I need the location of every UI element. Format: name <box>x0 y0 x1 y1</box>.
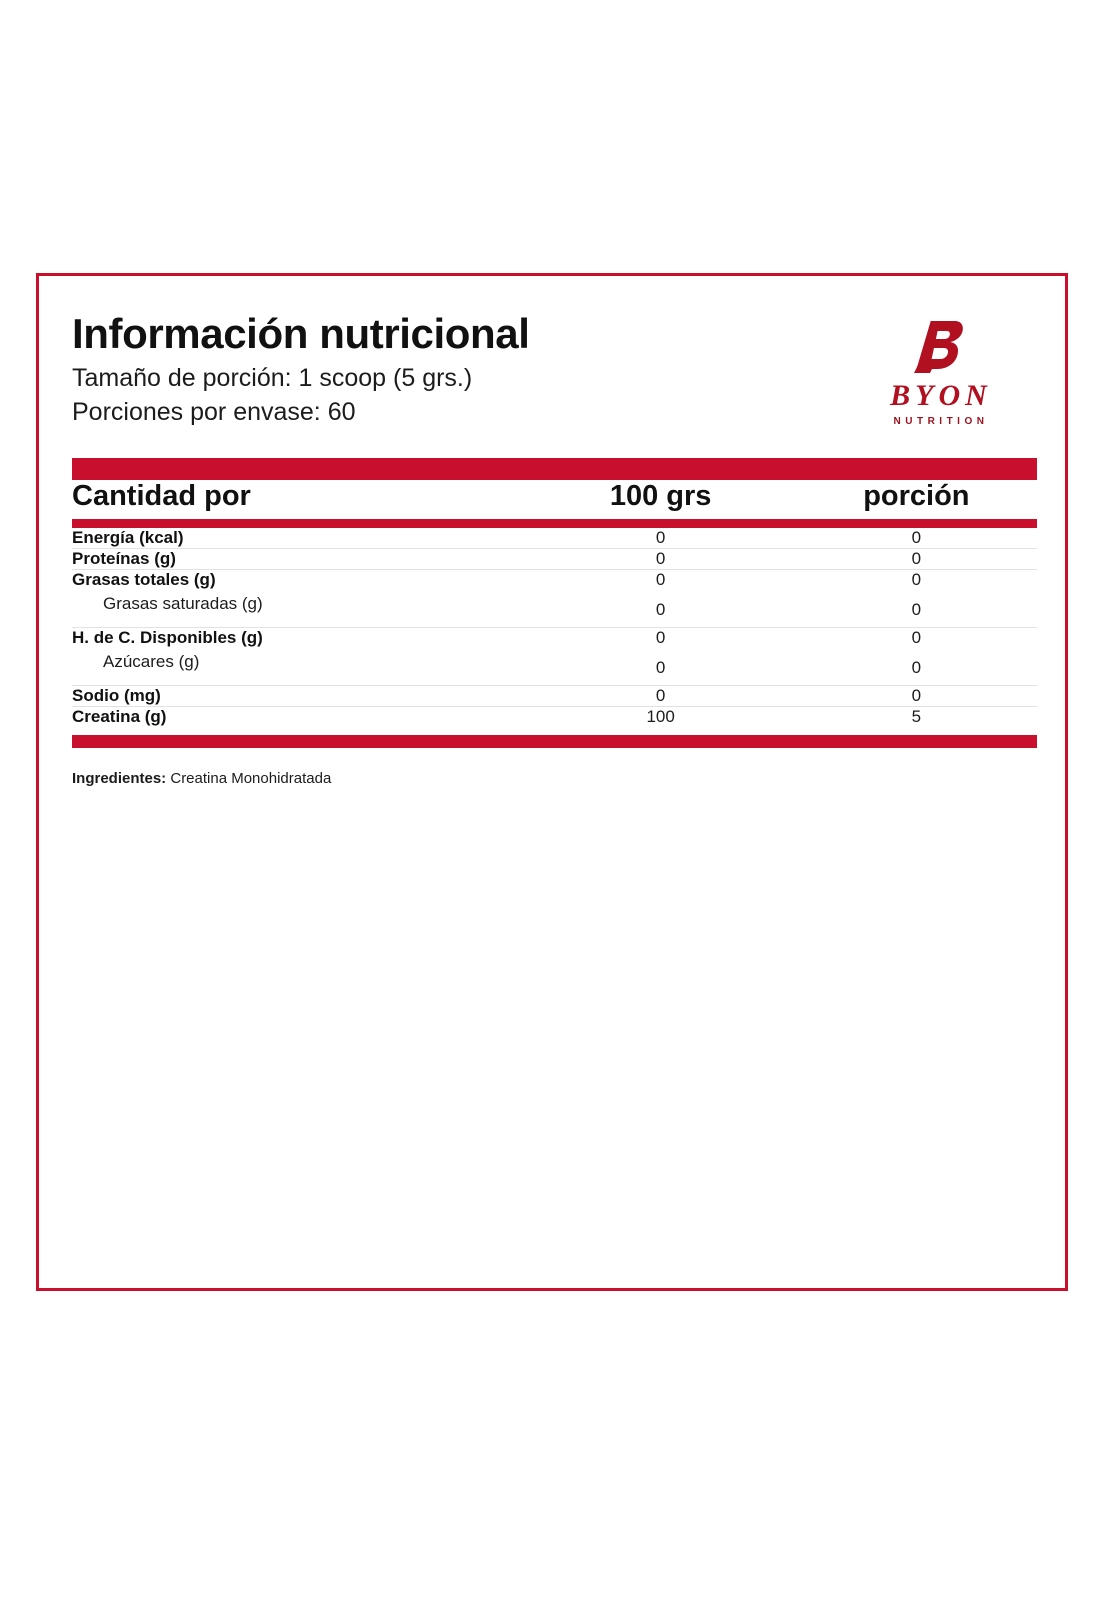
nutrition-table <box>72 480 1037 513</box>
row-value-per-100: 0 <box>526 548 796 569</box>
row-label: Grasas totales (g) <box>72 569 216 589</box>
row-value-per-serving: 0 <box>796 685 1037 706</box>
nutrition-table-body <box>72 528 1037 727</box>
brand-b-icon <box>861 315 1021 377</box>
row-value-per-100: 0 <box>526 528 796 549</box>
nutrition-label-card <box>36 273 1068 1291</box>
table-row <box>72 569 1037 592</box>
row-label: Proteínas (g) <box>72 548 526 569</box>
ingredients-line <box>72 770 1037 787</box>
table-header-row <box>72 480 1037 513</box>
table-row <box>72 650 1037 686</box>
row-label: Creatina (g) <box>72 706 167 726</box>
brand-name: BYON <box>890 379 992 412</box>
column-header-per-100: 100 grs <box>609 479 712 512</box>
column-header-name: Cantidad por <box>72 479 251 512</box>
row-value-per-100: 100 <box>646 706 675 726</box>
servings-per-container-text: Porciones por envase: 60 <box>72 398 356 427</box>
row-value-per-serving: 5 <box>911 706 922 726</box>
table-row <box>72 592 1037 628</box>
row-value-per-serving: 0 <box>796 592 1037 628</box>
table-row <box>72 627 1037 650</box>
brand-tagline: NUTRITION <box>893 416 989 427</box>
row-label: Azúcares (g) <box>72 650 526 686</box>
divider-bar-header <box>72 519 1037 528</box>
row-value-per-100: 0 <box>526 685 796 706</box>
table-row <box>72 528 1037 549</box>
table-row <box>72 685 1037 706</box>
row-value-per-serving: 0 <box>911 569 922 589</box>
table-row <box>72 548 1037 569</box>
label-inner <box>72 311 1037 787</box>
row-value-per-serving: 0 <box>796 650 1037 686</box>
ingredients-value: Creatina Monohidratada <box>170 769 332 787</box>
divider-bar-top <box>72 458 1037 480</box>
row-label: Energía (kcal) <box>72 528 526 549</box>
row-label: Grasas saturadas (g) <box>72 592 526 628</box>
row-value-per-serving: 0 <box>796 548 1037 569</box>
row-label: Sodio (mg) <box>72 685 526 706</box>
ingredients-label: Ingredientes: <box>72 769 167 787</box>
row-value-per-100: 0 <box>655 627 666 647</box>
page-title: Información nutricional <box>72 310 530 357</box>
row-value-per-100: 0 <box>526 592 796 628</box>
table-head <box>72 480 1037 513</box>
column-header-per-serving: porción <box>863 479 970 512</box>
row-value-per-serving: 0 <box>796 528 1037 549</box>
row-label: H. de C. Disponibles (g) <box>72 627 263 647</box>
table-row <box>72 706 1037 727</box>
label-header <box>72 311 1037 430</box>
row-value-per-serving: 0 <box>911 627 922 647</box>
row-value-per-100: 0 <box>655 569 666 589</box>
divider-bar-bottom <box>72 735 1037 748</box>
row-value-per-100: 0 <box>526 650 796 686</box>
brand-logo <box>861 315 1021 427</box>
serving-size-text: Tamaño de porción: 1 scoop (5 grs.) <box>72 364 473 393</box>
title-block <box>72 311 861 430</box>
